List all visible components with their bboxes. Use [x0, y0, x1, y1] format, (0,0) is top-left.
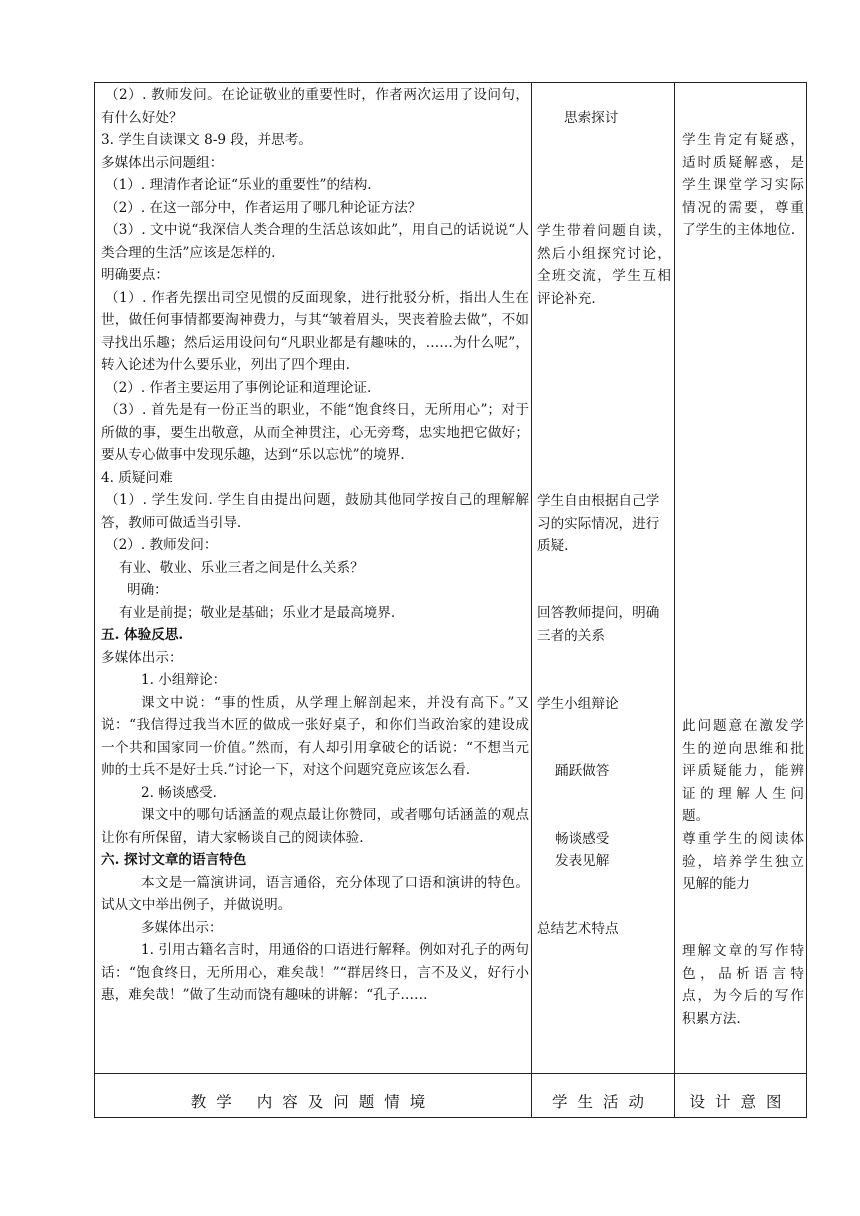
column-divider-1 [531, 83, 532, 1117]
activity-note: 回答教师提问，明确三者的关系 [537, 605, 660, 644]
content-line: 多媒体出示： [101, 649, 183, 666]
lesson-table [94, 82, 807, 1118]
content-line: （3）. 文中说“我深信人类合理的生活总该如此”，用自己的话说说“人类合理的生活”应该是怎样的. [101, 222, 529, 261]
content-line: 多媒体出示： [141, 919, 223, 936]
content-line: （2）. 教师发问： [105, 537, 218, 553]
section-heading: 五. 体验反思. [101, 627, 184, 643]
content-line: 4. 质疑问难 [101, 469, 173, 486]
content-line: 课文中说：“事的性质，从学理上解剖起来，并没有高下。”又说：“我信得过我当木匠的做成一张好桌子，和你们当政治家的建设成一个共和国家同一价值。”然而，有人却引用拿破仑的话说：“不想当元帅的士兵不是好士兵.”讨论一下，对这个问题究竟应该怎么看. [101, 694, 529, 778]
content-line: 2. 畅谈感受. [141, 784, 217, 801]
content-line: （1）. 作者先摆出司空见惯的反面现象，进行批驳分析，指出人生在世，做任何事情都要淘神费力，与其“皱着眉头，哭丧着脸去做”，不如寻找出乐趣；然后运用设问句“凡职业都是有趣味的，……为什么呢”，转入论述为什么要乐业，列出了四个理由. [101, 289, 529, 373]
content-line: （1）. 学生发问. 学生自由提出问题，鼓励其他同学按自己的理解解答，教师可做适当引导. [101, 492, 529, 531]
teaching-content-column [101, 84, 529, 1007]
content-line: 本文是一篇演讲词，语言通俗，充分体现了口语和演讲的特色。试从文中举出例子，并做说明。 [101, 874, 529, 913]
content-line: 1. 小组辩论： [141, 672, 227, 688]
header-divider [95, 1073, 806, 1074]
content-line: 有业是前提；敬业是基础；乐业才是最高境界. [119, 604, 396, 621]
activity-note: 发表见解 [555, 853, 610, 869]
section-heading: 六. 探讨文章的语言特色 [101, 852, 247, 868]
content-line: 多媒体出示问题组： [101, 154, 224, 171]
activity-note: 思索探讨 [564, 110, 619, 126]
content-line: （2）. 作者主要运用了事例论证和道理论证. [105, 379, 372, 396]
header-student-activity: 学生活动 [551, 1093, 654, 1111]
content-line: （3）. 首先是有一份正当的职业，不能“饱食终日，无所用心”；对于所做的事，要生出敬意，从而全神贯注，心无旁骛，忠实地把它做好；要从专心做事中发现乐趣，达到“乐以忘忧”的境界. [101, 402, 529, 463]
header-teaching-content: 教学 内容及问题情境 [190, 1093, 436, 1111]
content-line: 明确： [127, 582, 168, 598]
activity-note: 畅谈感受 [555, 831, 610, 847]
activity-note: 总结艺术特点 [537, 921, 619, 937]
design-note: 此问题意在激发学生的逆向思维和批评质疑能力，能辨证的理解人生问题。 [682, 718, 804, 824]
content-line: 3. 学生自读课文 8-9 段，并思考。 [101, 132, 312, 148]
activity-note: 踊跃做答 [555, 763, 610, 779]
content-line: （2）. 教师发问。在论证敬业的重要性时，作者两次运用了设问句，有什么好处？ [101, 87, 529, 126]
design-note: 尊重学生的阅读体验，培养学生独立见解的能力 [682, 831, 804, 892]
content-line: 1. 引用古籍名言时，用通俗的口语进行解释。例如对孔子的两句话：“饱食终日，无所用心，难矣哉！”“群居终日，言不及义，好行小惠，难矣哉！”做了生动而饶有趣味的讲解：“孔子…… [101, 942, 529, 1003]
activity-note: 学生小组辩论 [537, 696, 619, 712]
column-divider-2 [674, 83, 675, 1117]
content-line: （2）. 在这一部分中，作者运用了哪几种论证方法？ [105, 199, 422, 216]
content-line: 课文中的哪句话涵盖的观点最让你赞同，或者哪句话涵盖的观点让你有所保留，请大家畅谈自己的阅读体验. [101, 807, 529, 846]
design-note: 理解文章的写作特色，品析语言特点，为今后的写作积累方法. [682, 943, 804, 1027]
activity-note: 学生带着问题自读，然后小组探究讨论，全班交流，学生互相评论补充. [537, 223, 671, 307]
activity-note: 学生自由根据自己学习的实际情况，进行质疑. [537, 493, 660, 554]
design-note: 学生肯定有疑惑，适时质疑解惑，是学生课堂学习实际情况的需要，尊重了学生的主体地位. [682, 132, 804, 238]
header-design-intent: 设计意图 [689, 1093, 792, 1111]
content-line: 明确要点： [101, 267, 169, 283]
content-line: 有业、敬业、乐业三者之间是什么关系？ [119, 559, 364, 576]
content-line: （1）. 理清作者论证“乐业的重要性”的结构. [105, 177, 372, 193]
